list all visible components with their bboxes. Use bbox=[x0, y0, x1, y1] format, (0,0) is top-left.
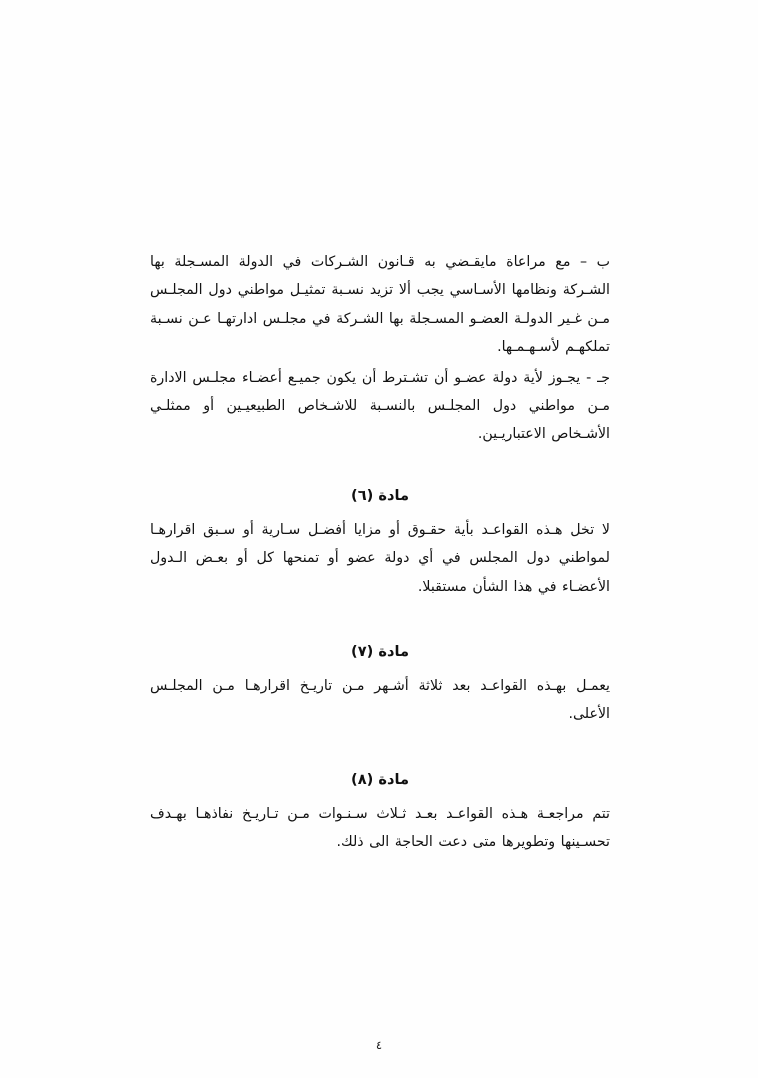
clause-jeem: جـ - يجـوز لأية دولة عضـو أن تشـترط أن يكون جميـع أعضـاء مجلـس الادارة مـن مواطني دول المجلـس بالنسـبة للاشـخاص الطبيعيـين أو ممثلـي الأشـخاص الاعتباريـين. bbox=[150, 369, 610, 443]
page-number: ٤ bbox=[375, 1038, 383, 1052]
block-spacer bbox=[150, 731, 610, 745]
article-7-heading: مادة (٧) bbox=[351, 643, 409, 661]
block-spacer bbox=[150, 451, 610, 457]
article-6-body: لا تخل هـذه القواعـد بأية حقـوق أو مزايا أفضـل سـارية أو سـبق اقرارهـا لمواطني دول المجلس في أي دولة عضو أو تمنحها كل أو بعـض الـدول الأعضـاء في هذا الشأن مستقبلا. bbox=[150, 521, 610, 595]
article-8-heading: مادة (٨) bbox=[351, 770, 409, 788]
clause-baa: ب – مع مراعاة مايقـضي به قـانون الشـركات في الدولة المسـجلة بها الشـركة ونظامها الأسـاسي يجب ألا تزيد نسـبة تمثيـل مواطني دول المجلـس مـن غـير الدولـة العضـو المسـجلة بها الشـركة في مجلـس ادارتهـا عـن نسـبة تملكهـم لأسـهـمـها. bbox=[150, 254, 610, 356]
article-6-heading: مادة (٦) bbox=[351, 486, 409, 504]
article-7-body: يعمـل بهـذه القواعـد بعد ثلاثة أشـهر مـن تاريـخ اقرارهـا مـن المجلـس الأعلى. bbox=[150, 678, 610, 723]
document-body bbox=[150, 248, 610, 859]
article-8-body: تتم مراجعـة هـذه القواعـد بعـد ثـلاث سـنـوات مـن تـاريـخ نفاذهـا بهـدف تحسـينها وتطويرها متى دعت الحاجة الى ذلك. bbox=[150, 805, 610, 851]
block-spacer bbox=[150, 603, 610, 617]
